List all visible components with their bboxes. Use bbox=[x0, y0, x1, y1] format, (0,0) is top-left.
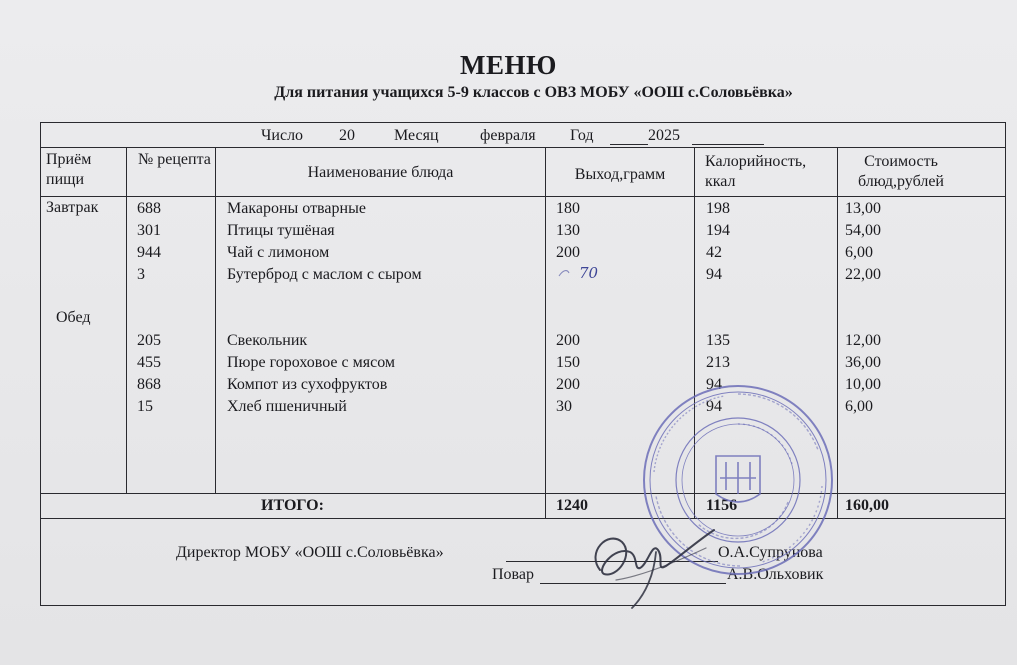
table-rule bbox=[40, 196, 1006, 197]
day-label: Число bbox=[261, 127, 304, 144]
cost-cell: 6,00 bbox=[845, 398, 873, 415]
page-title: МЕНЮ bbox=[460, 50, 557, 80]
header-recipe: № рецепта bbox=[138, 151, 211, 168]
yield-cell: 200 bbox=[556, 244, 580, 261]
yield-cell: 150 bbox=[556, 354, 580, 371]
calories-cell: 213 bbox=[706, 354, 730, 371]
signature-mark bbox=[556, 512, 726, 612]
yield-cell: 130 bbox=[556, 222, 580, 239]
year-label: Год bbox=[570, 127, 594, 144]
table-rule bbox=[40, 493, 1006, 494]
header-calories: Калорийность, ккал bbox=[705, 153, 807, 190]
calories-cell: 198 bbox=[706, 200, 730, 217]
cost-cell: 36,00 bbox=[845, 354, 881, 371]
recipe-cell: 15 bbox=[137, 398, 153, 415]
handwritten-yield: 70 bbox=[579, 264, 599, 282]
year-underline bbox=[610, 126, 648, 145]
totals-cost: 160,00 bbox=[845, 497, 889, 514]
year-value: 2025 bbox=[648, 127, 680, 144]
dish-cell: Хлеб пшеничный bbox=[227, 398, 347, 415]
yield-cell: 180 bbox=[556, 200, 580, 217]
meal-label: Обед bbox=[56, 309, 91, 326]
yield-cell: 30 bbox=[556, 398, 572, 415]
header-meal: Приём пищи bbox=[46, 151, 92, 188]
director-name: О.А.Супрунова bbox=[718, 544, 823, 561]
cost-cell: 22,00 bbox=[845, 266, 881, 283]
header-cost: Стоимость блюд,рублей bbox=[858, 153, 944, 190]
recipe-cell: 688 bbox=[137, 200, 161, 217]
director-label: Директор МОБУ «ООШ с.Соловьёвка» bbox=[176, 544, 444, 561]
totals-yield: 1240 bbox=[556, 497, 588, 514]
recipe-cell: 205 bbox=[137, 332, 161, 349]
page-subtitle: Для питания учащихся 5-9 классов с ОВЗ МОБУ «ООШ с.Соловьёвка» bbox=[274, 84, 793, 101]
month-label: Месяц bbox=[394, 127, 439, 144]
header-yield: Выход,грамм bbox=[574, 166, 666, 183]
handwritten-yield-scribble bbox=[555, 262, 625, 282]
yield-cell: 200 bbox=[556, 376, 580, 393]
cost-cell: 13,00 bbox=[845, 200, 881, 217]
table-rule bbox=[40, 518, 1006, 519]
column-divider bbox=[215, 147, 216, 493]
dish-cell: Птицы тушёная bbox=[227, 222, 335, 239]
dish-cell: Чай с лимоном bbox=[227, 244, 330, 261]
column-divider bbox=[837, 147, 838, 518]
dish-cell: Бутерброд с маслом с сыром bbox=[227, 266, 422, 283]
month-value: февраля bbox=[480, 127, 536, 144]
dish-cell: Пюре гороховое с мясом bbox=[227, 354, 396, 371]
cook-label: Повар bbox=[492, 566, 534, 583]
yield-cell: 200 bbox=[556, 332, 580, 349]
totals-label: ИТОГО: bbox=[261, 497, 324, 514]
header-dish: Наименование блюда bbox=[307, 164, 454, 181]
column-divider bbox=[545, 147, 546, 518]
calories-cell: 42 bbox=[706, 244, 722, 261]
calories-cell: 94 bbox=[706, 398, 722, 415]
dish-cell: Свекольник bbox=[227, 332, 308, 349]
date-line bbox=[40, 124, 1006, 148]
recipe-cell: 3 bbox=[137, 266, 145, 283]
totals-calories: 1156 bbox=[706, 497, 738, 514]
recipe-cell: 455 bbox=[137, 354, 161, 371]
recipe-cell: 301 bbox=[137, 222, 161, 239]
calories-cell: 135 bbox=[706, 332, 730, 349]
cost-cell: 6,00 bbox=[845, 244, 873, 261]
year-underline bbox=[692, 126, 764, 145]
dish-cell: Макароны отварные bbox=[227, 200, 366, 217]
calories-cell: 94 bbox=[706, 266, 722, 283]
cook-name: А.В.Ольховик bbox=[727, 566, 824, 583]
meal-label: Завтрак bbox=[46, 199, 99, 216]
column-divider bbox=[126, 147, 127, 493]
dish-cell: Компот из сухофруктов bbox=[227, 376, 388, 393]
cost-cell: 10,00 bbox=[845, 376, 881, 393]
calories-cell: 194 bbox=[706, 222, 730, 239]
recipe-cell: 944 bbox=[137, 244, 161, 261]
cost-cell: 12,00 bbox=[845, 332, 881, 349]
calories-cell: 94 bbox=[706, 376, 722, 393]
day-value: 20 bbox=[339, 127, 355, 144]
recipe-cell: 868 bbox=[137, 376, 161, 393]
cost-cell: 54,00 bbox=[845, 222, 881, 239]
